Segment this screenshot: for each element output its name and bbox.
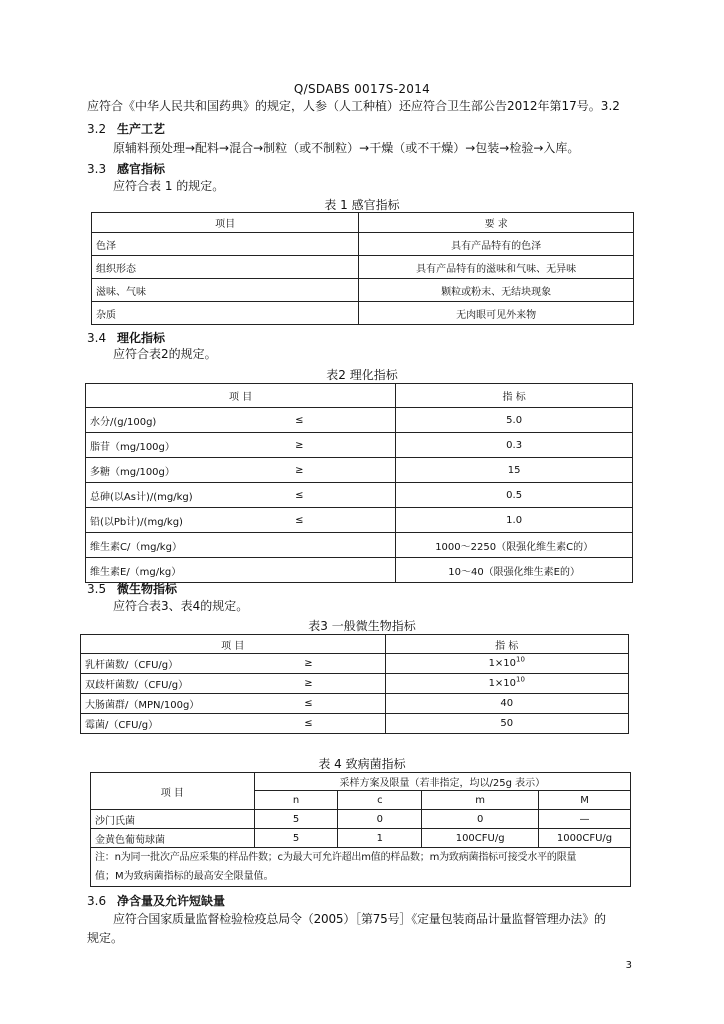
table2-operator	[291, 558, 396, 583]
table2-cell: 水分/(g/100g)	[86, 408, 292, 433]
table2-physicochemical	[85, 383, 633, 583]
table4-cell: 100CFU/g	[422, 829, 539, 848]
section-3-2-heading	[87, 120, 165, 137]
table2-operator: ≥	[291, 458, 396, 483]
table3-value: 1×10	[488, 658, 517, 669]
page-number: 3	[625, 960, 632, 971]
table4-cell: 5	[254, 829, 338, 848]
table2-cell: 铅(以Pb计)/(mg/kg)	[86, 508, 292, 533]
table2-cell: 15	[396, 458, 633, 483]
table3-cell: 霉菌/（CFU/g）	[81, 714, 301, 734]
table4-cell: 金黄色葡萄球菌	[91, 829, 255, 848]
table2-operator: ≤	[291, 508, 396, 533]
section-title: 理化指标	[117, 331, 166, 345]
table3-microbial	[80, 634, 629, 734]
table-row	[86, 508, 633, 533]
table2-cell: 脂苷（mg/100g）	[86, 433, 292, 458]
table4-subheader-M: M	[539, 791, 631, 810]
table1-caption: 表 1 感官指标	[324, 198, 400, 212]
table4-subheader-c: c	[338, 791, 422, 810]
table2-operator: ≤	[291, 408, 396, 433]
table4-cell: 1000CFU/g	[539, 829, 631, 848]
intro-paragraph: 应符合《中华人民共和国药典》的规定，人参（人工种植）还应符合卫生部公告2012年第17号。3.2	[87, 99, 620, 113]
table-row	[86, 558, 633, 583]
section-3-4-heading	[87, 329, 165, 346]
table4-note-line1: 注：n为同一批次产品应采集的样品件数；c为最大可允许超出m值的样品数；m为致病菌指标可接受水平的限量	[95, 852, 577, 863]
table-row	[91, 829, 631, 848]
section-3-4-text: 应符合表2的规定。	[113, 347, 217, 361]
table3-operator: ≥	[300, 674, 385, 694]
table2-operator	[291, 533, 396, 558]
section-3-3-text: 应符合表 1 的规定。	[113, 179, 225, 193]
table1-cell: 色泽	[92, 233, 359, 256]
table4-pathogen	[90, 772, 631, 887]
table1-sensory	[91, 212, 634, 325]
table-row	[92, 256, 634, 279]
table3-caption: 表3 一般微生物指标	[308, 619, 416, 633]
table2-cell: 0.5	[396, 483, 633, 508]
section-title: 净含量及允许短缺量	[117, 894, 226, 908]
table2-operator: ≥	[291, 433, 396, 458]
table4-cell: 0	[338, 810, 422, 829]
table4-cell: 0	[422, 810, 539, 829]
table3-cell: 双歧杆菌数/（CFU/g）	[81, 674, 301, 694]
table-row	[92, 233, 634, 256]
table2-header-index: 指 标	[396, 384, 633, 408]
section-3-6-heading	[87, 892, 225, 909]
table3-value: 1×10	[488, 678, 517, 689]
table1-cell: 滋味、气味	[92, 279, 359, 302]
table3-exponent: 10	[516, 655, 525, 664]
section-3-5-text: 应符合表3、表4的规定。	[113, 599, 249, 613]
table3-operator: ≥	[300, 654, 385, 674]
section-title: 微生物指标	[117, 582, 178, 596]
section-number: 3.4	[87, 331, 107, 345]
section-number: 3.2	[87, 122, 107, 136]
table3-cell: 大肠菌群/（MPN/100g）	[81, 694, 301, 714]
table2-cell: 1000～2250（限强化维生素C的）	[396, 533, 633, 558]
document-code: Q/SDABS 0017S-2014	[293, 82, 431, 96]
table-row	[81, 654, 629, 674]
table4-cell: 5	[254, 810, 338, 829]
table-row	[81, 714, 629, 734]
section-title: 生产工艺	[117, 122, 166, 136]
table2-header-item: 项 目	[86, 384, 396, 408]
table4-note	[91, 848, 631, 887]
table1-cell: 颗粒或粉末、无结块现象	[359, 279, 634, 302]
table-row	[81, 674, 629, 694]
table2-cell: 10～40（限强化维生素E的）	[396, 558, 633, 583]
table2-cell: 0.3	[396, 433, 633, 458]
table3-operator: ≤	[300, 714, 385, 734]
table4-header-item: 项 目	[91, 773, 255, 810]
section-number: 3.6	[87, 894, 107, 908]
table3-exponent: 10	[516, 675, 525, 684]
table3-header-index: 指 标	[385, 635, 628, 654]
table2-cell: 5.0	[396, 408, 633, 433]
table-row	[92, 302, 634, 325]
table2-cell: 维生素C/（mg/kg）	[86, 533, 292, 558]
section-number: 3.3	[87, 162, 107, 176]
table1-cell: 杂质	[92, 302, 359, 325]
section-3-3-heading	[87, 160, 165, 177]
table1-header-item: 项目	[92, 213, 359, 233]
table4-caption: 表 4 致病菌指标	[318, 757, 406, 771]
table3-header-item: 项 目	[81, 635, 386, 654]
table4-cell: 1	[338, 829, 422, 848]
table2-caption: 表2 理化指标	[326, 368, 398, 382]
table4-cell: —	[539, 810, 631, 829]
section-3-6-text-line1: 应符合国家质量监督检验检疫总局令（2005）［第75号］《定量包装商品计量监督管理办法》的	[113, 912, 606, 926]
table-row	[91, 810, 631, 829]
section-3-6-text-line2: 规定。	[87, 931, 124, 945]
table4-note-line2: 值；M为致病菌指标的最高安全限量值。	[95, 871, 274, 882]
table-row	[92, 279, 634, 302]
section-title: 感官指标	[117, 162, 166, 176]
table4-header-plan: 采样方案及限量（若非指定，均以/25g 表示）	[254, 773, 630, 791]
section-number: 3.5	[87, 582, 107, 596]
table1-cell: 具有产品特有的滋味和气味、无异味	[359, 256, 634, 279]
table2-operator: ≤	[291, 483, 396, 508]
table3-cell: 50	[385, 714, 628, 734]
table2-cell: 多糖（mg/100g）	[86, 458, 292, 483]
table4-subheader-n: n	[254, 791, 338, 810]
table3-operator: ≤	[300, 694, 385, 714]
table4-cell: 沙门氏菌	[91, 810, 255, 829]
table1-cell: 无肉眼可见外来物	[359, 302, 634, 325]
table1-cell: 具有产品特有的色泽	[359, 233, 634, 256]
table-row	[86, 533, 633, 558]
table3-cell	[385, 674, 628, 694]
table-row	[86, 433, 633, 458]
table2-cell: 1.0	[396, 508, 633, 533]
table3-cell: 40	[385, 694, 628, 714]
table-row	[81, 694, 629, 714]
table-row	[86, 483, 633, 508]
table1-cell: 组织形态	[92, 256, 359, 279]
table1-header-requirement: 要 求	[359, 213, 634, 233]
section-3-2-text: 原辅料预处理→配料→混合→制粒（或不制粒）→干燥（或不干燥）→包装→检验→入库。	[113, 141, 580, 155]
table3-cell	[385, 654, 628, 674]
table2-cell: 维生素E/（mg/kg）	[86, 558, 292, 583]
table-row	[86, 408, 633, 433]
section-3-5-heading	[87, 580, 177, 597]
table-row	[86, 458, 633, 483]
table4-subheader-m: m	[422, 791, 539, 810]
table3-cell: 乳杆菌数/（CFU/g）	[81, 654, 301, 674]
table2-cell: 总砷(以As计)/(mg/kg)	[86, 483, 292, 508]
